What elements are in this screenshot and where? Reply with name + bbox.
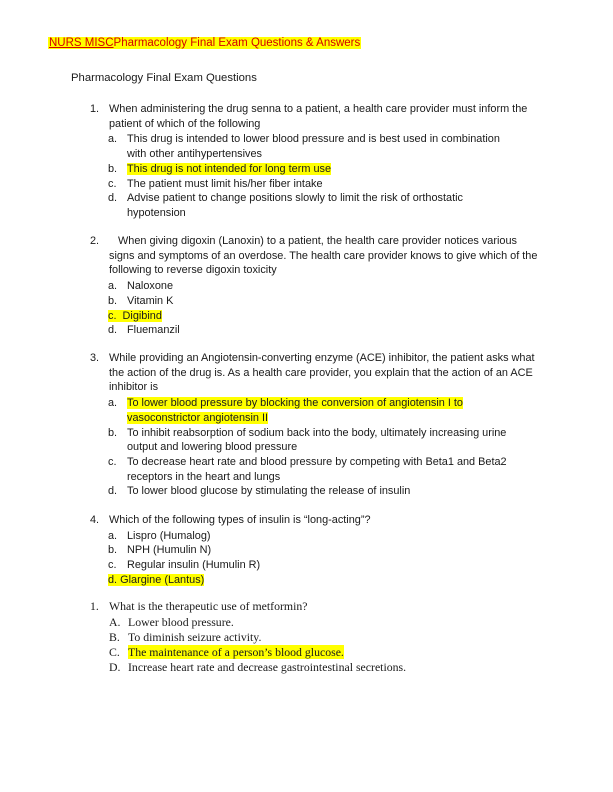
option-b [108, 426, 522, 455]
option-letter: a. [108, 397, 118, 410]
option-c [108, 177, 522, 192]
document-header [48, 37, 361, 49]
question-2 [90, 234, 539, 338]
option-text: Naloxone [127, 280, 174, 293]
option-d [108, 191, 522, 220]
option-b [108, 543, 522, 558]
question-stem: When administering the drug senna to a patient, a health care provider must inform the patient of which of the following [109, 103, 528, 130]
option-c [108, 309, 503, 324]
option-b [108, 294, 522, 309]
question-number: 3. [90, 352, 100, 364]
question-stem: What is the therapeutic use of metformin? [109, 599, 308, 613]
option-b [109, 630, 523, 645]
option-text: Advise patient to change positions slowly to limit the risk of orthostatic hypotension [127, 192, 463, 219]
option-c [108, 455, 522, 484]
question-1 [90, 102, 539, 221]
option-a [108, 396, 522, 425]
option-letter: B. [109, 630, 120, 644]
option-letter: b. [108, 426, 118, 439]
header-title: Pharmacology Final Exam Questions & Answers [113, 37, 361, 49]
option-text: Lower blood pressure. [128, 615, 234, 629]
option-a [108, 279, 522, 294]
option-a [108, 132, 522, 161]
option-text: Vitamin K [127, 294, 174, 307]
option-a [109, 615, 523, 630]
option-text-correct: The maintenance of a person’s blood glucose. [128, 645, 344, 659]
option-list [109, 615, 539, 675]
option-text: Lispro (Humalog) [127, 529, 211, 542]
option-text-correct: This drug is not intended for long term use [127, 162, 332, 175]
option-letter: c. [108, 559, 117, 572]
option-c [109, 645, 523, 660]
question-5 [90, 599, 539, 675]
option-text: To inhibit reabsorption of sodium back into the body, ultimately increasing urine output and lowering blood pressure [127, 426, 507, 454]
option-letter: a. [108, 133, 118, 146]
option-text-correct: d. Glargine (Lantus) [108, 573, 205, 586]
page-title: Pharmacology Final Exam Questions [71, 72, 257, 84]
option-d [108, 573, 503, 588]
option-b [108, 162, 522, 177]
option-letter: b. [108, 544, 118, 557]
option-text: NPH (Humulin N) [127, 544, 212, 557]
option-text: Fluemanzil [127, 324, 180, 337]
question-4 [90, 513, 539, 588]
option-text: Regular insulin (Humulin R) [127, 559, 261, 572]
option-list [90, 529, 539, 588]
question-number: 4. [90, 514, 100, 526]
option-letter: d. [108, 324, 118, 337]
question-stem: When giving digoxin (Lanoxin) to a patient, the health care provider notices various signs and symptoms of an overdose. The health care provider knows to give which of the following to reverse digoxin toxicity [109, 235, 538, 277]
course-link[interactable]: NURS MISC [49, 37, 114, 49]
option-text-correct: c. Digibind [108, 309, 162, 322]
option-text-correct: To lower blood pressure by blocking the conversion of angiotensin I to vasoconstrictor angiotensin II [127, 397, 463, 424]
option-a [108, 529, 522, 544]
option-letter: d. [108, 192, 118, 205]
option-list [90, 279, 539, 338]
option-list [90, 132, 539, 220]
option-letter: b. [108, 162, 118, 175]
question-stem: While providing an Angiotensin-converting enzyme (ACE) inhibitor, the patient asks what the action of the drug is. As a health care provider, you explain that the action of an ACE inhibitor is [109, 352, 535, 394]
option-letter: A. [109, 615, 121, 629]
option-letter: d. [108, 485, 118, 498]
option-text: To decrease heart rate and blood pressure by competing with Beta1 and Beta2 receptors in the heart and lungs [127, 455, 507, 483]
question-number: 1. [90, 103, 100, 115]
question-number: 1. [90, 599, 99, 613]
option-text: The patient must limit his/her fiber intake [127, 177, 323, 190]
option-letter: c. [108, 177, 117, 190]
option-d [108, 323, 522, 338]
option-letter: b. [108, 294, 118, 307]
option-d [109, 660, 523, 675]
option-text: To diminish seizure activity. [128, 630, 262, 644]
option-text: Increase heart rate and decrease gastrointestinal secretions. [128, 660, 407, 674]
option-text: This drug is intended to lower blood pressure and is best used in combination with other antihypertensives [127, 133, 500, 161]
question-3 [90, 351, 539, 499]
question-stem: Which of the following types of insulin is “long-acting”? [109, 514, 371, 526]
option-letter: a. [108, 529, 118, 542]
option-letter: D. [109, 660, 121, 674]
option-letter: C. [109, 645, 120, 659]
option-letter: c. [108, 455, 117, 468]
option-d [108, 484, 522, 499]
option-list [90, 396, 539, 499]
question-number: 2. [90, 235, 100, 247]
option-text: To lower blood glucose by stimulating the release of insulin [127, 485, 411, 498]
option-letter: a. [108, 280, 118, 293]
option-c [108, 558, 522, 573]
